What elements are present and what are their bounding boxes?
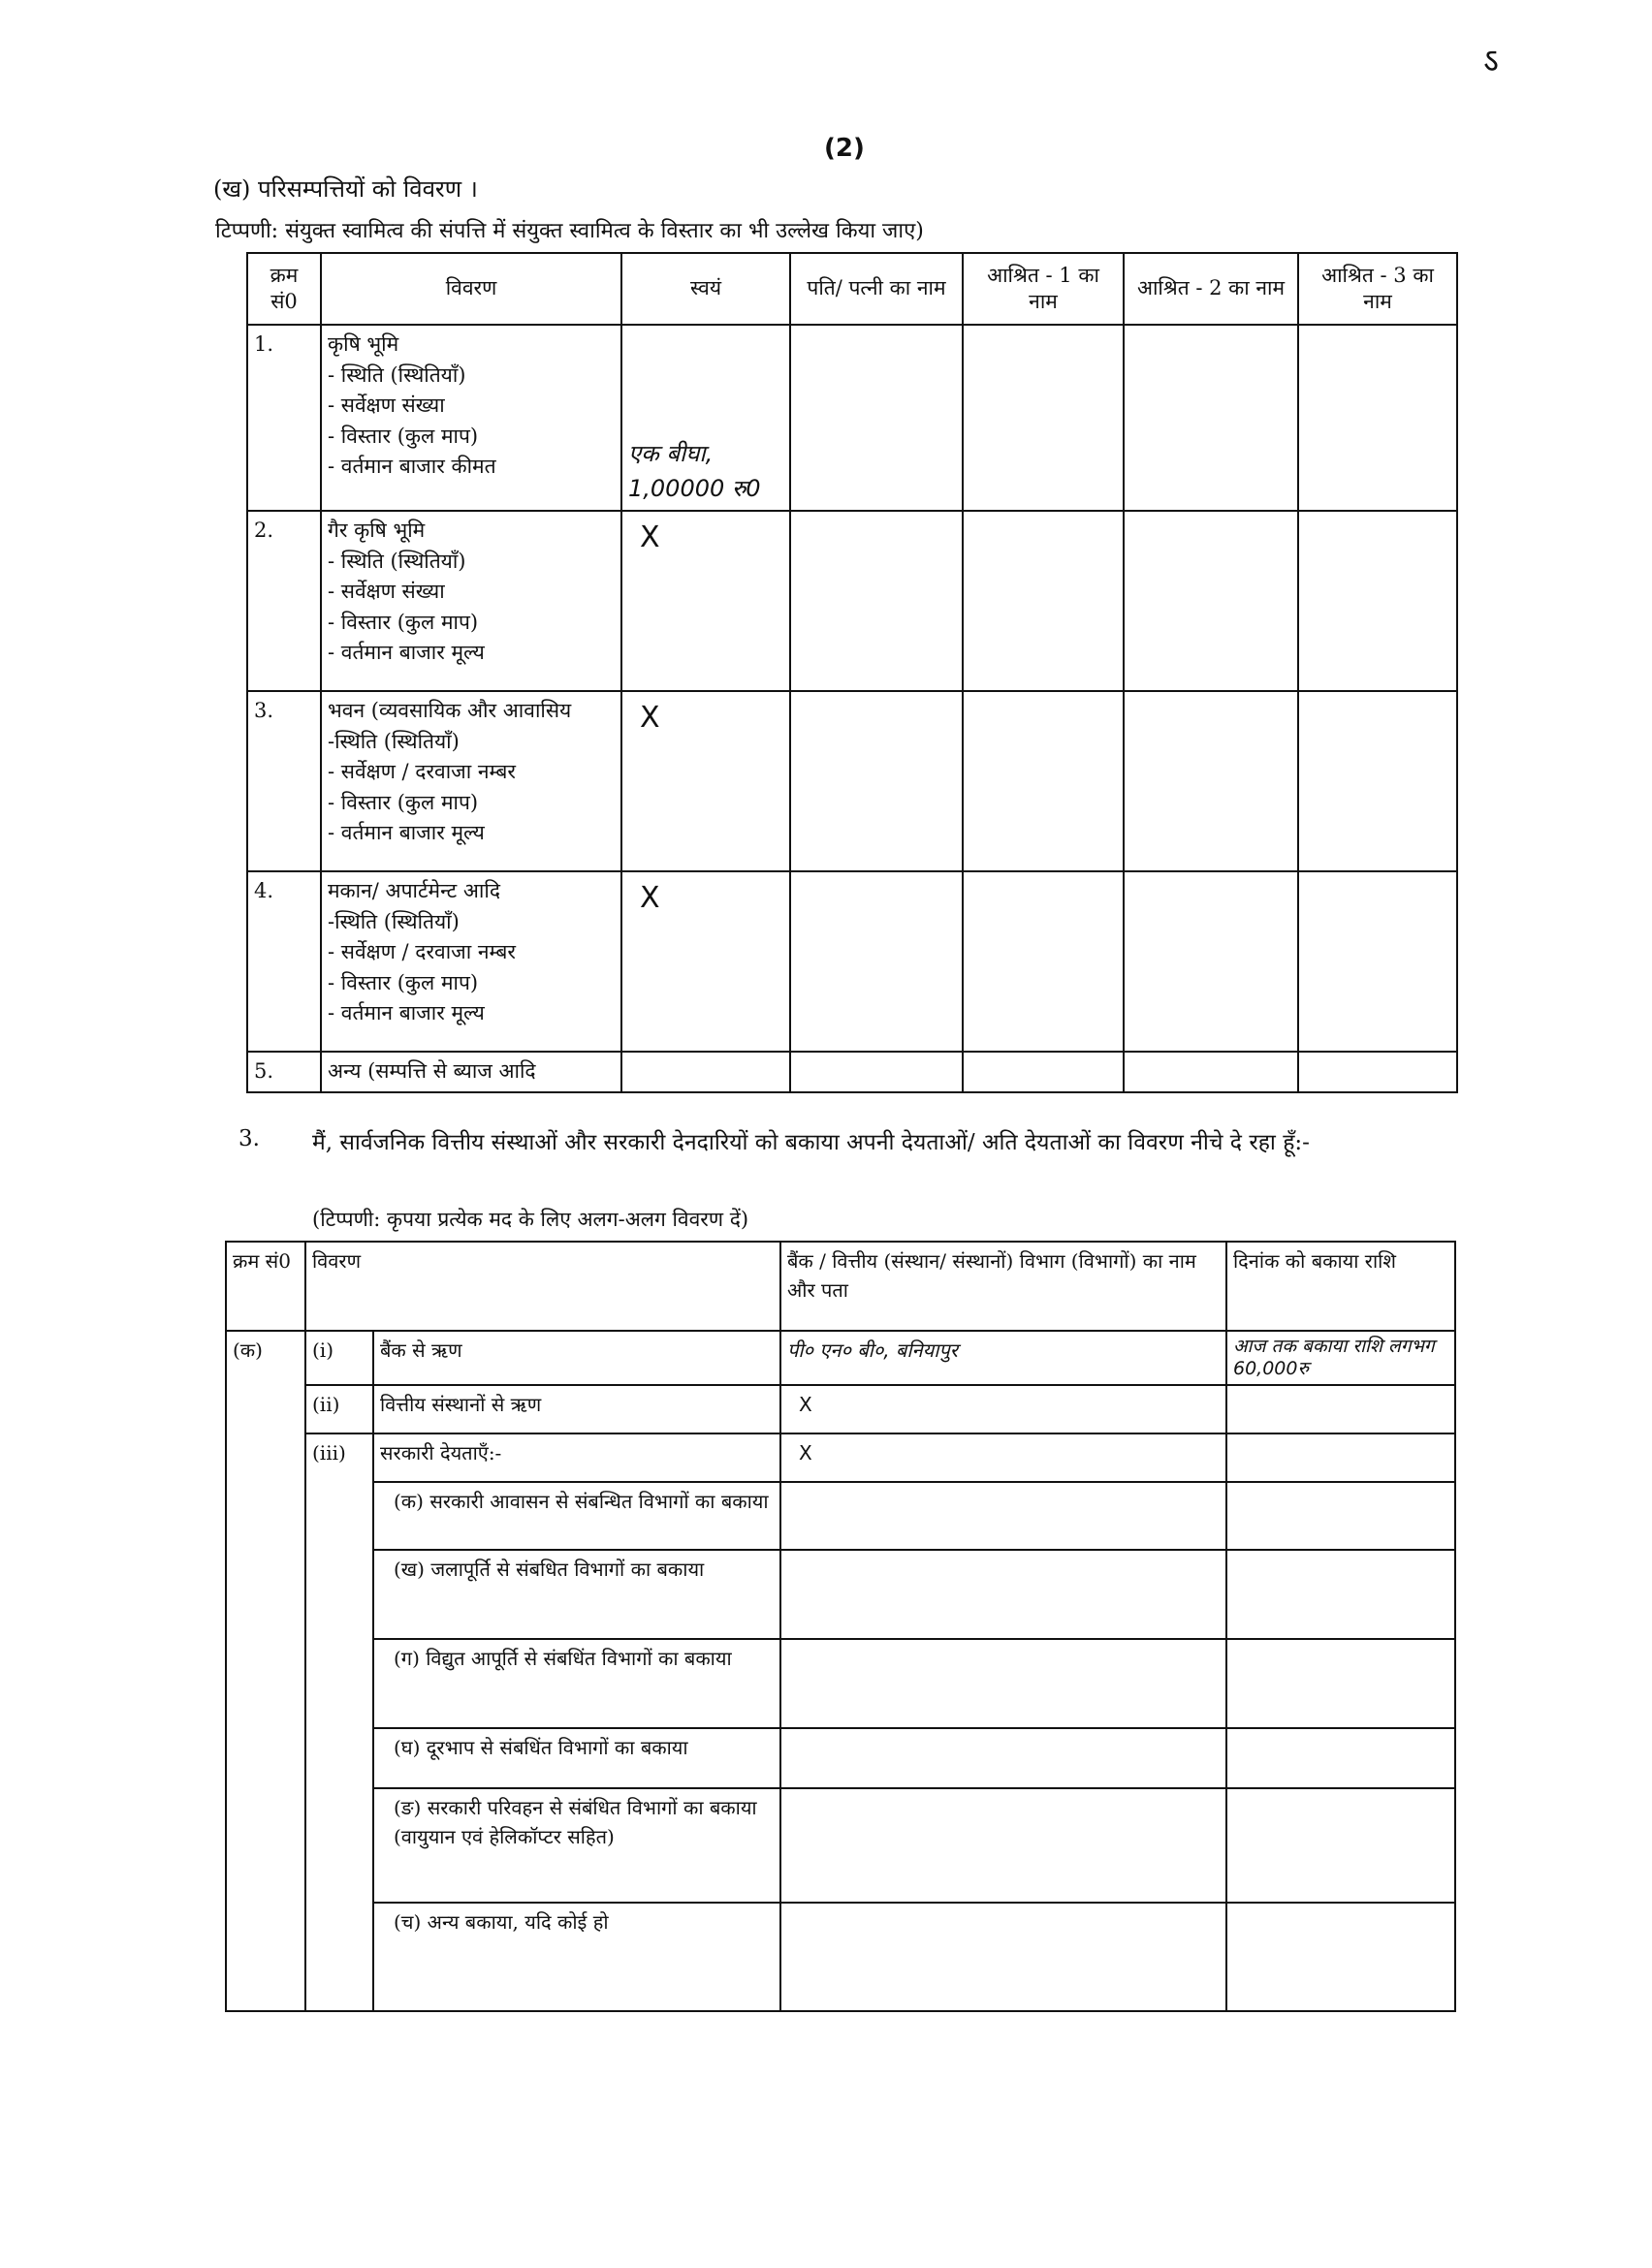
table-row (226, 1433, 1455, 1482)
spouse-cell (790, 325, 963, 511)
spouse-cell (790, 871, 963, 1052)
corner-mark: ऽ (1483, 42, 1499, 80)
table-row (226, 1331, 1455, 1385)
col-header-bank: बैंक / वित्तीय (संस्थान/ संस्थानों) विभाग (विभागों) का नाम और पता (780, 1242, 1226, 1331)
row-line: - स्थिति (स्थितियाँ) (328, 362, 466, 387)
item-label: वित्तीय संस्थानों से ऋण (373, 1385, 780, 1433)
table-row (247, 691, 1457, 871)
sub-item-label: (ग) विद्युत आपूर्ति से संबधिंत विभागों का बकाया (373, 1639, 780, 1728)
section-b-heading: (ख) परिसम्पत्तियों को विवरण । (213, 175, 478, 203)
sub-item-amount (1226, 1639, 1455, 1728)
row-line: - वर्तमान बाजार कीमत (328, 455, 496, 478)
sub-item-bank (780, 1639, 1226, 1728)
row-title: गैर कृषि भूमि (328, 519, 426, 542)
dependent-1-cell (963, 1052, 1124, 1092)
dependent-1-cell (963, 511, 1124, 691)
row-title: भवन (व्यवसायिक और आवासिय (328, 699, 572, 722)
item-bank: पी० एन० बी०, बनियापुर (780, 1331, 1226, 1385)
section-3-number: 3. (238, 1126, 260, 1151)
dependent-3-cell (1298, 1052, 1457, 1092)
self-value: एक बीघा, 1,00000 रु0 (621, 325, 790, 511)
item-roman: (i) (305, 1331, 373, 1385)
spouse-cell (790, 511, 963, 691)
assets-header-row (247, 253, 1457, 325)
col-header-self: स्वयं (621, 253, 790, 325)
row-description (321, 871, 621, 1052)
row-line: - विस्तार (कुल माप) (328, 790, 479, 814)
row-number: 1. (247, 325, 321, 511)
col-header-dependent-2: आश्रित - 2 का नाम (1124, 253, 1298, 325)
spouse-cell (790, 691, 963, 871)
row-title: अन्य (सम्पत्ति से ब्याज आदि (328, 1059, 536, 1083)
row-line: - स्थिति (स्थितियाँ) (328, 549, 466, 573)
row-description (321, 325, 621, 511)
liabilities-header-row (226, 1242, 1455, 1331)
dependent-1-cell (963, 871, 1124, 1052)
sub-item-amount (1226, 1788, 1455, 1903)
dependent-3-cell (1298, 325, 1457, 511)
sub-item-bank (780, 1550, 1226, 1639)
spouse-cell (790, 1052, 963, 1092)
sub-item-bank (780, 1482, 1226, 1550)
page-number: (2) (824, 134, 865, 163)
sub-item-bank (780, 1788, 1226, 1903)
item-amount (1226, 1433, 1455, 1482)
section-3-text: मैं, सार्वजनिक वित्तीय संस्थाओं और सरकारी देनदारियों को बकाया अपनी देयताओं/ अति देयताओं का विवरण नीचे दे रहा हूँ:- (312, 1130, 1310, 1155)
table-row (247, 1052, 1457, 1092)
item-label: बैंक से ऋण (373, 1331, 780, 1385)
dependent-3-cell (1298, 691, 1457, 871)
row-description (321, 511, 621, 691)
col-header-serial: क्रम सं0 (226, 1242, 305, 1331)
table-row (226, 1788, 1455, 1903)
row-number: 5. (247, 1052, 321, 1092)
table-row (226, 1639, 1455, 1728)
item-bank: X (780, 1385, 1226, 1433)
row-line: - सर्वेक्षण / दरवाजा नम्बर (328, 760, 516, 783)
table-row (226, 1482, 1455, 1550)
sub-item-bank (780, 1903, 1226, 2011)
table-row (226, 1550, 1455, 1639)
row-description (321, 691, 621, 871)
row-line: - विस्तार (कुल माप) (328, 424, 479, 448)
sub-item-label: (ख) जलापूर्ति से संबधित विभागों का बकाया (373, 1550, 780, 1639)
col-header-spouse: पति/ पत्नी का नाम (790, 253, 963, 325)
self-value: X (621, 511, 790, 691)
row-description (321, 1052, 621, 1092)
liabilities-table (225, 1241, 1456, 2012)
sub-item-amount (1226, 1550, 1455, 1639)
item-bank: X (780, 1433, 1226, 1482)
col-header-serial: क्रम सं0 (247, 253, 321, 325)
dependent-2-cell (1124, 871, 1298, 1052)
item-amount: आज तक बकाया राशि लगभग 60,000रु (1226, 1331, 1455, 1385)
table-row (226, 1385, 1455, 1433)
dependent-1-cell (963, 691, 1124, 871)
row-number: 2. (247, 511, 321, 691)
assets-table (246, 252, 1458, 1093)
row-line: - सर्वेक्षण / दरवाजा नम्बर (328, 940, 516, 963)
row-line: - वर्तमान बाजार मूल्य (328, 821, 485, 844)
sub-item-amount (1226, 1903, 1455, 2011)
dependent-1-cell (963, 325, 1124, 511)
row-line: - विस्तार (कुल माप) (328, 610, 479, 634)
group-label: (क) (226, 1331, 305, 2011)
sub-item-label: (च) अन्य बकाया, यदि कोई हो (373, 1903, 780, 2011)
sub-item-bank (780, 1728, 1226, 1788)
dependent-2-cell (1124, 1052, 1298, 1092)
item-roman: (ii) (305, 1385, 373, 1433)
item-roman: (iii) (305, 1433, 373, 2011)
row-number: 3. (247, 691, 321, 871)
row-line: - वर्तमान बाजार मूल्य (328, 641, 485, 664)
row-line: - सर्वेक्षण संख्या (328, 580, 445, 603)
sub-item-label: (घ) दूरभाप से संबधिंत विभागों का बकाया (373, 1728, 780, 1788)
sub-item-amount (1226, 1728, 1455, 1788)
dependent-3-cell (1298, 871, 1457, 1052)
table-row (226, 1903, 1455, 2011)
dependent-2-cell (1124, 511, 1298, 691)
col-header-description: विवरण (305, 1242, 780, 1331)
row-line: -स्थिति (स्थितियाँ) (328, 909, 460, 933)
row-line: -स्थिति (स्थितियाँ) (328, 729, 460, 753)
sub-item-amount (1226, 1482, 1455, 1550)
dependent-2-cell (1124, 691, 1298, 871)
section-b-note: टिप्पणी: संयुक्त स्वामित्व की संपत्ति में संयुक्त स्वामित्व के विस्तार का भी उल्लेख किया जाए) (215, 219, 924, 243)
row-line: - वर्तमान बाजार मूल्य (328, 1001, 485, 1024)
row-number: 4. (247, 871, 321, 1052)
self-value: X (621, 871, 790, 1052)
section-3-note: (टिप्पणी: कृपया प्रत्येक मद के लिए अलग-अलग विवरण दें) (312, 1208, 749, 1231)
table-row (247, 511, 1457, 691)
row-title: कृषि भूमि (328, 332, 399, 356)
item-label: सरकारी देयताएँ:- (373, 1433, 780, 1482)
dependent-3-cell (1298, 511, 1457, 691)
table-row (247, 325, 1457, 511)
col-header-dependent-1: आश्रित - 1 का नाम (963, 253, 1124, 325)
row-title: मकान/ अपार्टमेन्ट आदि (328, 879, 500, 902)
dependent-2-cell (1124, 325, 1298, 511)
self-value: X (621, 691, 790, 871)
table-row (247, 871, 1457, 1052)
self-value (621, 1052, 790, 1092)
row-line: - सर्वेक्षण संख्या (328, 394, 445, 417)
sub-item-label: (ङ) सरकारी परिवहन से संबंधित विभागों का बकाया (वायुयान एवं हेलिकॉप्टर सहित) (373, 1788, 780, 1903)
sub-item-label: (क) सरकारी आवासन से संबन्धित विभागों का बकाया (373, 1482, 780, 1550)
item-amount (1226, 1385, 1455, 1433)
table-row (226, 1728, 1455, 1788)
col-header-dependent-3: आश्रित - 3 का नाम (1298, 253, 1457, 325)
col-header-amount: दिनांक को बकाया राशि (1226, 1242, 1455, 1331)
col-header-description: विवरण (321, 253, 621, 325)
row-line: - विस्तार (कुल माप) (328, 970, 479, 994)
